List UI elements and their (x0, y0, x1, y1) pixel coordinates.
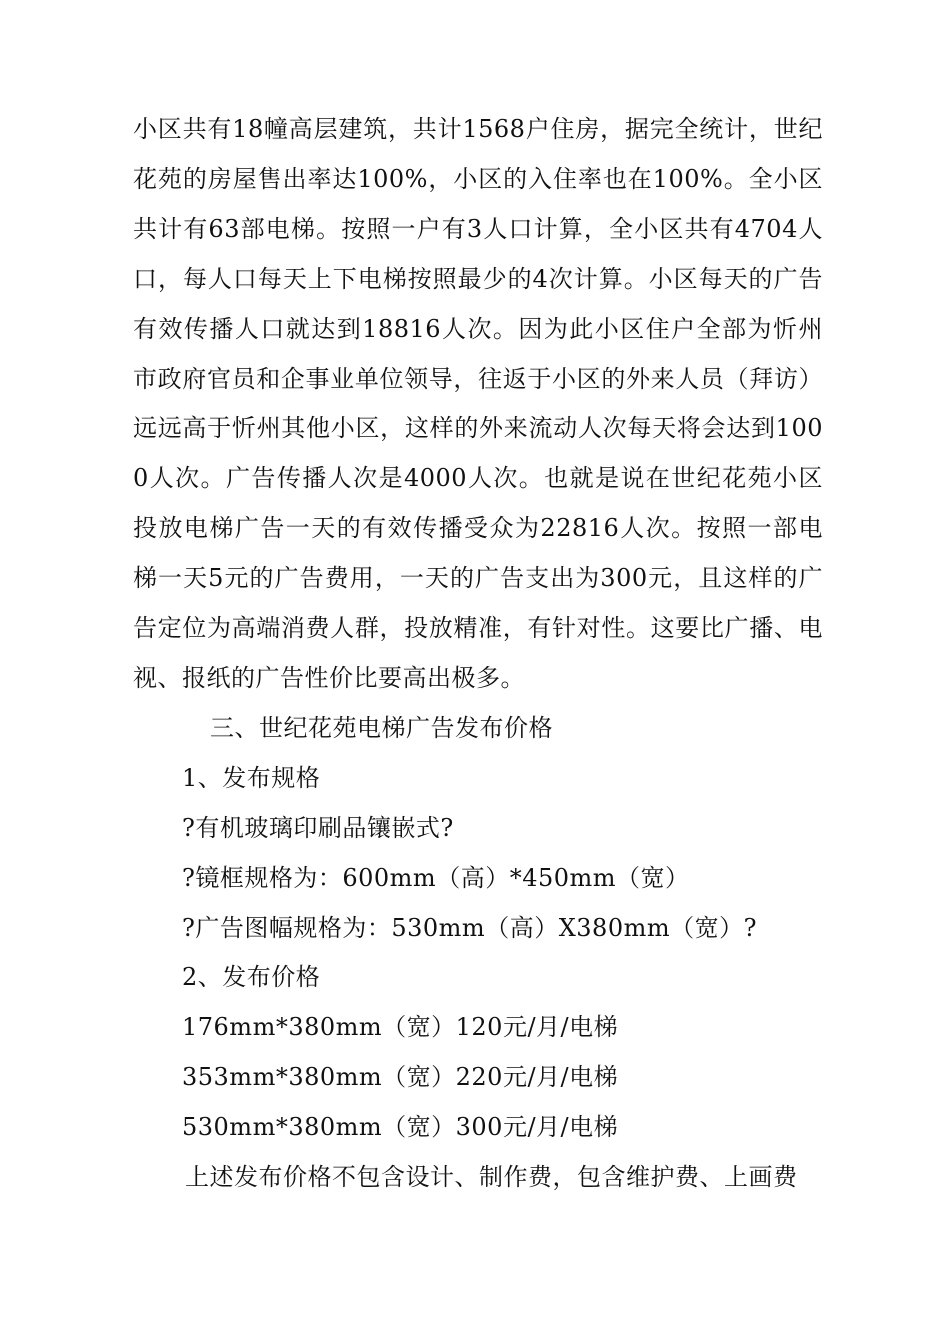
spec-item: ?镜框规格为：600mm（高）*450mm（宽） (182, 863, 690, 892)
price-item: 176mm*380mm（宽）120元/月/电梯 (182, 1013, 619, 1042)
spec-item: ?有机玻璃印刷品镶嵌式? (182, 813, 454, 842)
price-item: 353mm*380mm（宽）220元/月/电梯 (182, 1063, 619, 1092)
pricing-note: 上述发布价格不包含设计、制作费，包含维护费、上画费 (185, 1163, 798, 1192)
spec-item: ?广告图幅规格为：530mm（高）X380mm（宽）? (182, 913, 757, 942)
price-item: 530mm*380mm（宽）300元/月/电梯 (182, 1113, 619, 1142)
page-content (133, 105, 823, 1203)
spec-title: 1、发布规格 (182, 763, 321, 792)
section-heading: 三、世纪花苑电梯广告发布价格 (210, 713, 553, 742)
price-title: 2、发布价格 (182, 963, 321, 992)
body-paragraph: 小区共有18幢高层建筑，共计1568户住房，据完全统计，世纪花苑的房屋售出率达100%，小区的入住率也在100%。全小区共计有63部电梯。按照一户有3人口计算，全小区共有4704人口，每人口每天上下电梯按照最少的4次计算。小区每天的广告有效传播人口就达到18816人次。因为此小区住户全部为忻州市政府官员和企事业单位领导，往返于小区的外来人员（拜访）远远高于忻州其他小区，这样的外来流动人次每天将会达到1000人次。广告传播人次是4000人次。也就是说在世纪花苑小区投放电梯广告一天的有效传播受众为22816人次。按照一部电梯一天5元的广告费用，一天的广告支出为300元，且这样的广告定位为高端消费人群，投放精准，有针对性。这要比广播、电视、报纸的广告性价比要高出极多。 (133, 115, 823, 692)
